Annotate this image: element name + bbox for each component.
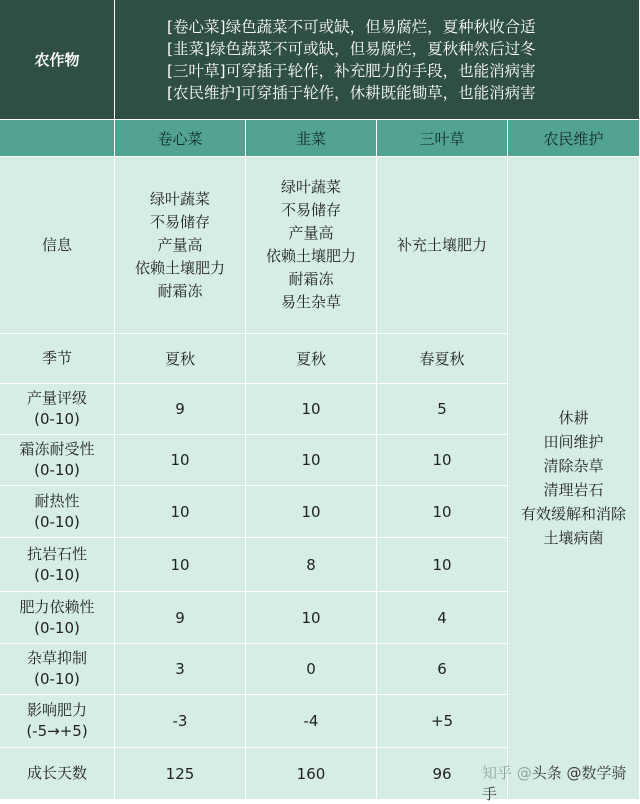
heat-cabbage: 10: [115, 486, 246, 538]
info-cabbage: [115, 157, 246, 334]
row-label-heat: 耐热性 (0-10): [0, 486, 115, 538]
frost-clover: 10: [377, 435, 508, 486]
row-label-growth: 成长天数: [0, 748, 115, 800]
row-label-season: 季节: [0, 334, 115, 384]
row-label-yield: 产量评级 (0-10): [0, 384, 115, 435]
column-header-cabbage: 卷心菜: [115, 120, 246, 157]
fertility-dependence-leek: 10: [246, 592, 377, 644]
fertility-effect-leek: -4: [246, 695, 377, 748]
description-line: [农民维护]可穿插于轮作，休耕既能锄草，也能消病害: [167, 83, 536, 102]
info-line: 不易储存: [149, 212, 210, 231]
info-line: 产量高: [157, 235, 203, 254]
table-title: 农作物: [0, 0, 115, 120]
info-line: 依赖土壤肥力: [265, 247, 356, 265]
season-leek: 夏秋: [246, 334, 377, 384]
maintenance-line: 田间维护: [543, 433, 604, 451]
weed-leek: 0: [246, 644, 377, 695]
season-clover: 春夏秋: [377, 334, 508, 384]
row-label-fertility-dependence: 肥力依赖性 (0-10): [0, 592, 115, 644]
growth-clover: 96: [377, 748, 508, 800]
fertility-effect-cabbage: -3: [115, 695, 246, 748]
frost-leek: 10: [246, 435, 377, 486]
row-label-fertility-effect: 影响肥力 (-5→+5): [0, 695, 115, 748]
frost-cabbage: 10: [115, 435, 246, 486]
description-line: [三叶草]可穿插于轮作，补充肥力的手段，也能消病害: [167, 61, 536, 80]
heat-clover: 10: [377, 486, 508, 538]
row-label-info: 信息: [0, 157, 115, 334]
info-line: 耐霜冻: [288, 270, 334, 288]
yield-clover: 5: [377, 384, 508, 435]
row-label-frost: 霜冻耐受性 (0-10): [0, 435, 115, 486]
info-line: 产量高: [288, 224, 334, 242]
rock-clover: 10: [377, 538, 508, 592]
row-label-rock: 抗岩石性 (0-10): [0, 538, 115, 592]
season-cabbage: 夏秋: [115, 334, 246, 384]
maintenance-line: 休耕: [558, 409, 589, 427]
growth-cabbage: 125: [115, 748, 246, 800]
info-line: 绿叶蔬菜: [149, 189, 210, 208]
crop-descriptions: [115, 0, 640, 120]
info-line: 易生杂草: [280, 293, 341, 311]
maintenance-line: 清理岩石: [543, 481, 604, 499]
info-line: 补充土壤肥力: [396, 235, 487, 254]
growth-leek: 160: [246, 748, 377, 800]
info-line: 耐霜冻: [157, 281, 203, 300]
heat-leek: 10: [246, 486, 377, 538]
rock-leek: 8: [246, 538, 377, 592]
column-header-clover: 三叶草: [377, 120, 508, 157]
fertility-dependence-clover: 4: [377, 592, 508, 644]
maintenance-line: 有效缓解和消除: [520, 505, 626, 523]
maintenance-column: [508, 157, 640, 800]
maintenance-line: 土壤病菌: [543, 529, 604, 547]
info-clover: [377, 157, 508, 334]
description-line: [卷心菜]绿色蔬菜不可或缺，但易腐烂，夏种秋收合适: [167, 17, 536, 36]
column-header-maintenance: 农民维护: [508, 120, 640, 157]
info-line: 绿叶蔬菜: [280, 178, 341, 196]
watermark: 知乎 @头条 @数学骑手: [482, 764, 627, 803]
description-line: [韭菜]绿色蔬菜不可或缺，但易腐烂，夏秋种然后过冬: [167, 39, 536, 58]
weed-cabbage: 3: [115, 644, 246, 695]
row-label-weed: 杂草抑制 (0-10): [0, 644, 115, 695]
column-header-empty: [0, 120, 115, 157]
rock-cabbage: 10: [115, 538, 246, 592]
column-header-leek: 韭菜: [246, 120, 377, 157]
fertility-dependence-cabbage: 9: [115, 592, 246, 644]
fertility-effect-clover: +5: [377, 695, 508, 748]
info-line: 依赖土壤肥力: [134, 258, 225, 277]
yield-cabbage: 9: [115, 384, 246, 435]
info-leek: [246, 157, 377, 334]
yield-leek: 10: [246, 384, 377, 435]
info-line: 不易储存: [280, 201, 341, 219]
maintenance-line: 清除杂草: [543, 457, 604, 475]
weed-clover: 6: [377, 644, 508, 695]
